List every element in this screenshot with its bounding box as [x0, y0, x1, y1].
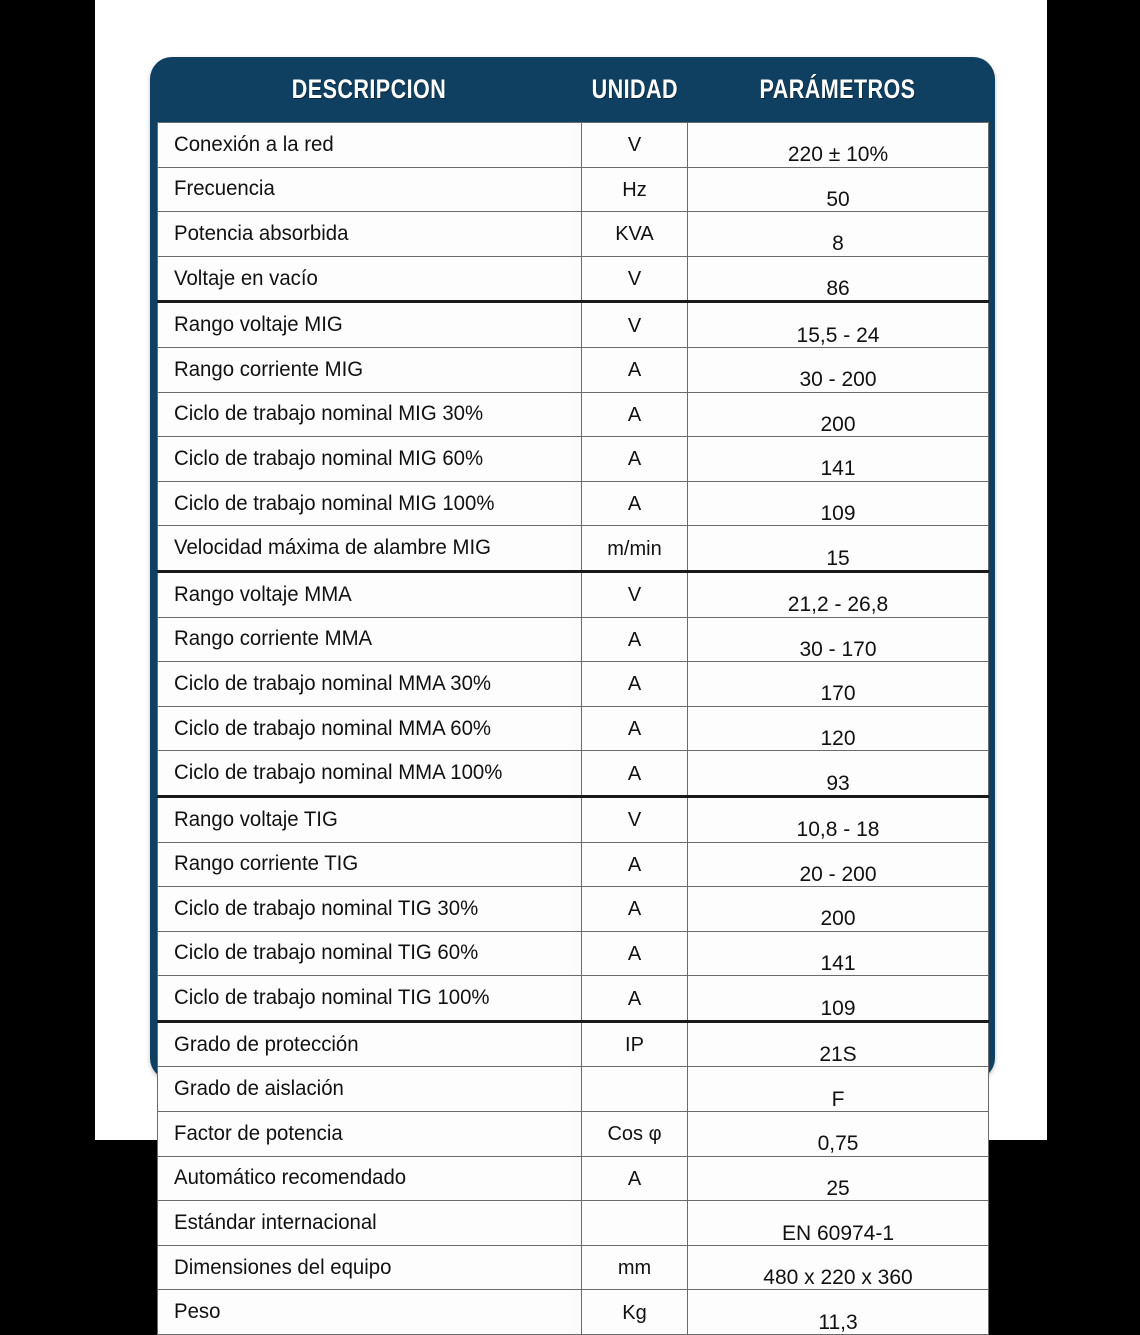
cell-unidad-text: A: [627, 673, 642, 696]
cell-parametros: [688, 571, 989, 617]
cell-unidad-text: mm: [617, 1257, 652, 1280]
cell-parametros: [688, 662, 989, 707]
table-row: [158, 167, 989, 212]
cell-unidad: [582, 437, 688, 482]
table-row: [158, 347, 989, 392]
cell-descripcion: Conexión a la red: [158, 123, 569, 168]
table-row: [158, 1021, 989, 1067]
cell-descripcion: Automático recomendado: [158, 1156, 569, 1201]
cell-parametros: [688, 887, 989, 932]
table-row: [158, 1290, 989, 1335]
cell-parametros-text: 21,2 - 26,8: [787, 593, 889, 617]
table-header-row: [157, 57, 988, 122]
cell-unidad-text: A: [627, 403, 642, 426]
table-row: [158, 526, 989, 572]
cell-parametros-text: F: [831, 1087, 845, 1111]
cell-parametros-text: 220 ± 10%: [787, 143, 889, 167]
cell-parametros-text: 109: [820, 502, 856, 526]
cell-parametros: [688, 842, 989, 887]
cell-parametros: [688, 931, 989, 976]
cell-unidad: [582, 123, 688, 168]
cell-descripcion: Rango corriente MMA: [158, 617, 569, 662]
cell-descripcion: Rango corriente TIG: [158, 842, 569, 887]
cell-unidad: [582, 1290, 688, 1335]
table-row: [158, 706, 989, 751]
cell-unidad-text: A: [627, 628, 642, 651]
cell-unidad: [582, 1067, 688, 1112]
cell-descripcion: Peso: [158, 1290, 569, 1335]
cell-parametros: [688, 617, 989, 662]
cell-unidad-text: Cos φ: [607, 1123, 662, 1146]
cell-parametros-text: 8: [832, 232, 844, 256]
cell-unidad-text: A: [627, 853, 642, 876]
cell-unidad: [582, 526, 688, 572]
cell-parametros-text: 21S: [819, 1043, 857, 1067]
cell-descripcion: Rango corriente MIG: [158, 347, 569, 392]
table-row: [158, 571, 989, 617]
column-header-descripcion: DESCRIPCION: [291, 74, 447, 104]
specifications-table-frame: [150, 57, 995, 1334]
table-row: [158, 1067, 989, 1112]
specifications-table: [157, 122, 989, 1335]
cell-parametros: [688, 751, 989, 797]
cell-descripcion: Grado de protección: [158, 1021, 569, 1067]
table-row: [158, 842, 989, 887]
cell-parametros-text: 93: [826, 771, 850, 795]
cell-parametros-text: 25: [826, 1176, 850, 1200]
cell-unidad: [582, 842, 688, 887]
cell-unidad: [582, 212, 688, 257]
cell-unidad: [582, 976, 688, 1022]
cell-unidad-text: KVA: [615, 223, 654, 246]
cell-parametros: [688, 167, 989, 212]
cell-unidad-text: V: [627, 314, 642, 337]
table-row: [158, 256, 989, 302]
table-row: [158, 1156, 989, 1201]
table-row: [158, 302, 989, 348]
cell-descripcion: Ciclo de trabajo nominal MIG 100%: [158, 481, 569, 526]
cell-unidad-text: V: [627, 268, 642, 291]
cell-descripcion: Rango voltaje MMA: [158, 571, 569, 617]
cell-parametros-text: 86: [826, 277, 850, 301]
cell-descripcion: Estándar internacional: [158, 1201, 569, 1246]
cell-unidad-text: A: [627, 493, 642, 516]
cell-unidad-text: IP: [625, 1034, 644, 1057]
cell-descripcion: Ciclo de trabajo nominal TIG 30%: [158, 887, 569, 932]
column-header-parametros: PARÁMETROS: [759, 74, 916, 104]
cell-unidad-text: V: [627, 134, 642, 157]
cell-unidad: [582, 481, 688, 526]
cell-parametros: [688, 123, 989, 168]
cell-unidad-text: Kg: [622, 1301, 647, 1324]
cell-descripcion: Dimensiones del equipo: [158, 1245, 569, 1290]
cell-parametros-text: 30 - 170: [799, 637, 877, 661]
table-row: [158, 617, 989, 662]
table-row: [158, 1201, 989, 1246]
cell-unidad-text: A: [627, 762, 642, 785]
cell-parametros: [688, 1245, 989, 1290]
table-row: [158, 212, 989, 257]
cell-descripcion: Rango voltaje TIG: [158, 796, 569, 842]
table-row: [158, 662, 989, 707]
cell-unidad: [582, 571, 688, 617]
cell-parametros: [688, 481, 989, 526]
cell-descripcion: Ciclo de trabajo nominal MMA 30%: [158, 662, 569, 707]
column-header-unidad: UNIDAD: [591, 74, 678, 104]
cell-unidad: [582, 931, 688, 976]
cell-parametros: [688, 392, 989, 437]
cell-descripcion: Ciclo de trabajo nominal MMA 100%: [158, 751, 569, 797]
cell-descripcion: Factor de potencia: [158, 1112, 569, 1157]
cell-unidad-text: A: [627, 448, 642, 471]
cell-unidad-text: A: [627, 1167, 642, 1190]
cell-parametros-text: 30 - 200: [799, 368, 877, 392]
table-row: [158, 123, 989, 168]
cell-parametros-text: 200: [820, 412, 856, 436]
cell-unidad-text: A: [627, 898, 642, 921]
cell-unidad: [582, 887, 688, 932]
cell-parametros: [688, 302, 989, 348]
cell-parametros: [688, 256, 989, 302]
table-row: [158, 392, 989, 437]
cell-parametros: [688, 1021, 989, 1067]
cell-parametros-text: 15,5 - 24: [796, 323, 880, 347]
cell-parametros: [688, 437, 989, 482]
cell-unidad: [582, 347, 688, 392]
cell-parametros-text: 10,8 - 18: [796, 818, 880, 842]
cell-descripcion: Ciclo de trabajo nominal TIG 100%: [158, 976, 569, 1022]
cell-parametros-text: 20 - 200: [799, 862, 877, 886]
cell-unidad: [582, 706, 688, 751]
table-row: [158, 437, 989, 482]
cell-parametros: [688, 212, 989, 257]
cell-unidad: [582, 751, 688, 797]
cell-parametros: [688, 526, 989, 572]
cell-descripcion: Potencia absorbida: [158, 212, 569, 257]
page-canvas: [95, 0, 1047, 1334]
cell-descripcion: Ciclo de trabajo nominal MIG 30%: [158, 392, 569, 437]
cell-unidad-text: V: [627, 809, 642, 832]
cell-descripcion: Ciclo de trabajo nominal MMA 60%: [158, 706, 569, 751]
table-row: [158, 887, 989, 932]
cell-descripcion: Velocidad máxima de alambre MIG: [158, 526, 569, 572]
cell-unidad: [582, 796, 688, 842]
cell-unidad: [582, 392, 688, 437]
cell-parametros: [688, 1112, 989, 1157]
cell-unidad: [582, 617, 688, 662]
cell-descripcion: Ciclo de trabajo nominal MIG 60%: [158, 437, 569, 482]
cell-descripcion: Grado de aislación: [158, 1067, 569, 1112]
cell-unidad: [582, 1245, 688, 1290]
cell-unidad-text: V: [627, 584, 642, 607]
cell-parametros-text: 200: [820, 907, 856, 931]
cell-unidad: [582, 662, 688, 707]
table-row: [158, 931, 989, 976]
cell-parametros: [688, 1156, 989, 1201]
cell-parametros-text: 141: [820, 951, 856, 975]
cell-unidad-text: A: [627, 987, 642, 1010]
cell-descripcion: Ciclo de trabajo nominal TIG 60%: [158, 931, 569, 976]
cell-unidad-text: m/min: [607, 537, 662, 560]
cell-parametros-text: 480 x 220 x 360: [763, 1266, 913, 1290]
cell-parametros-text: 120: [820, 727, 856, 751]
cell-parametros-text: 170: [820, 682, 856, 706]
cell-unidad: [582, 167, 688, 212]
cell-parametros: [688, 706, 989, 751]
cell-parametros-text: 141: [820, 457, 856, 481]
cell-unidad-text: A: [627, 718, 642, 741]
cell-descripcion: Voltaje en vacío: [158, 256, 569, 302]
cell-parametros-text: 15: [826, 546, 850, 570]
table-row: [158, 976, 989, 1022]
cell-parametros: [688, 1067, 989, 1112]
table-body: [158, 123, 989, 1335]
table-row: [158, 796, 989, 842]
table-row: [158, 1245, 989, 1290]
cell-descripcion: Frecuencia: [158, 167, 569, 212]
cell-parametros-text: EN 60974-1: [781, 1221, 895, 1245]
cell-parametros-text: 109: [820, 996, 856, 1020]
table-row: [158, 1112, 989, 1157]
table-row: [158, 751, 989, 797]
cell-unidad: [582, 1021, 688, 1067]
cell-parametros-text: 11,3: [818, 1310, 858, 1334]
cell-unidad-text: A: [627, 942, 642, 965]
cell-unidad-text: A: [627, 359, 642, 382]
cell-descripcion: Rango voltaje MIG: [158, 302, 569, 348]
cell-parametros-text: 0,75: [817, 1132, 859, 1156]
cell-parametros: [688, 1201, 989, 1246]
table-row: [158, 481, 989, 526]
cell-unidad: [582, 1156, 688, 1201]
cell-unidad: [582, 1201, 688, 1246]
cell-parametros: [688, 347, 989, 392]
cell-parametros-text: 50: [826, 187, 850, 211]
cell-unidad: [582, 256, 688, 302]
cell-parametros: [688, 976, 989, 1022]
cell-unidad: [582, 1112, 688, 1157]
cell-parametros: [688, 1290, 989, 1335]
cell-parametros: [688, 796, 989, 842]
cell-unidad: [582, 302, 688, 348]
cell-unidad-text: Hz: [622, 178, 647, 201]
